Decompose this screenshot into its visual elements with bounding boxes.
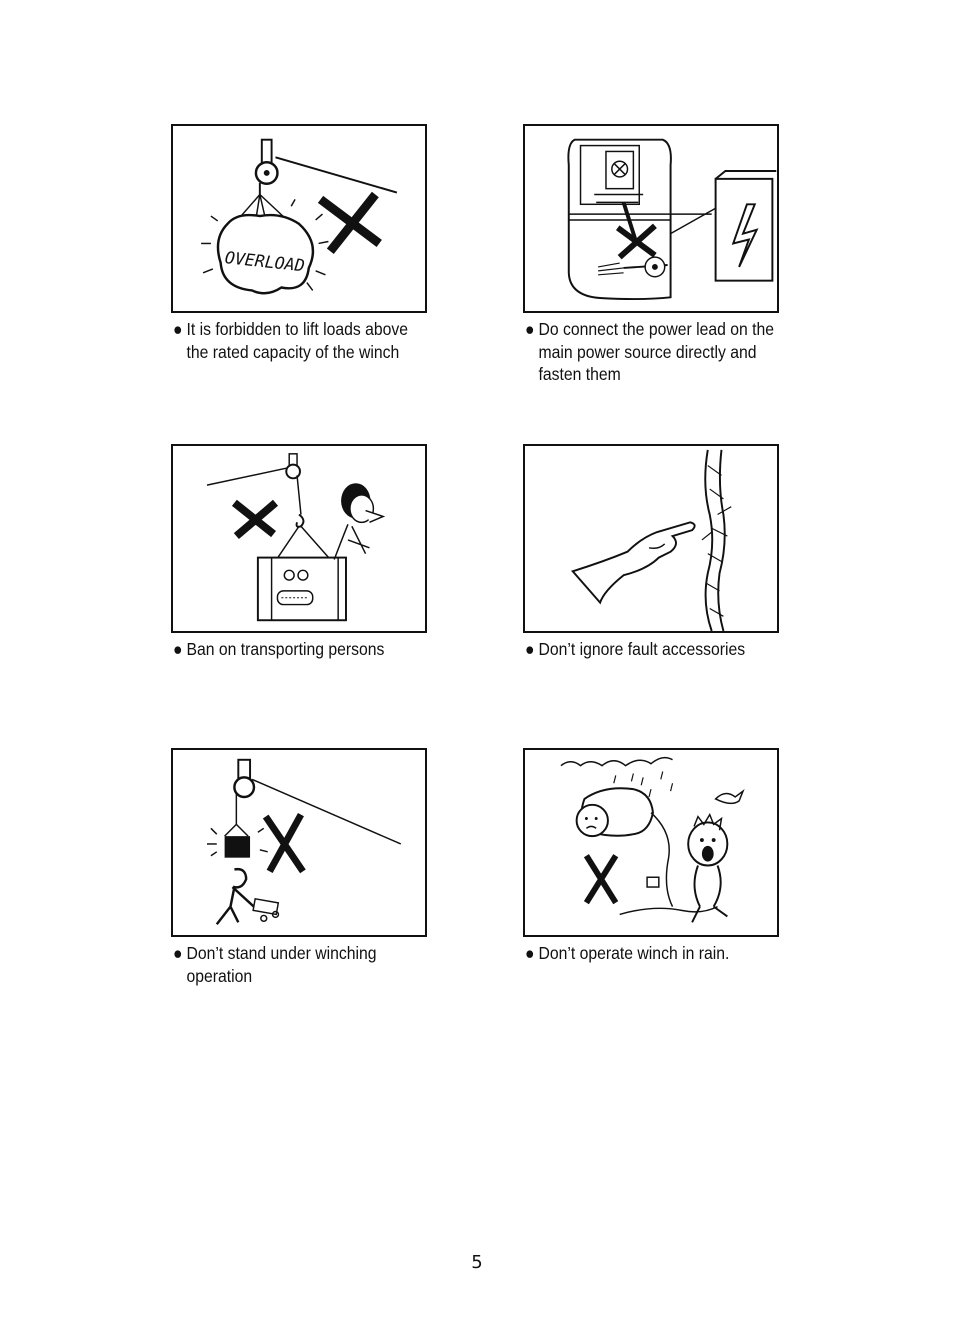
fault-accessories-drawing [525, 446, 777, 631]
bird-icon [716, 791, 743, 803]
prohibited-cross [618, 226, 655, 257]
illustration-fault-accessories [523, 444, 779, 633]
illustration-overload [171, 124, 427, 313]
overload-drawing [173, 126, 425, 311]
prohibited-cross [266, 815, 303, 872]
caption-fault-accessories: ● Don’t ignore fault accessories [525, 639, 746, 659]
illustration-stand-under [171, 748, 427, 937]
winch-rope [207, 468, 289, 486]
caption-transporting-persons: ● Ban on transporting persons [173, 639, 385, 659]
caption-power-lead: ● Do connect the power lead on the main power source directly and fasten them [525, 319, 775, 384]
hook-icon [297, 515, 304, 527]
illustration-transporting-persons [171, 444, 427, 633]
caption-overload: ● It is forbidden to lift loads above the rated capacity of the winch [173, 319, 409, 362]
caption-stand-under: ● Don’t stand under winching operation [173, 943, 377, 986]
worker [217, 869, 256, 924]
illustration-power-lead [523, 124, 779, 313]
overload-label: OVERLOAD [223, 248, 306, 276]
rain-drawing [525, 750, 777, 935]
frayed-rope [705, 450, 712, 631]
power-lead-drawing [525, 126, 777, 311]
pulley-wheel [234, 777, 254, 797]
page-number: 5 [471, 1252, 483, 1273]
pulley-wheel [286, 465, 300, 479]
prohibited-cross [321, 195, 380, 252]
stand-under-drawing [173, 750, 425, 935]
rain-cloud [561, 758, 673, 766]
caption-rain: ● Don’t operate winch in rain. [525, 943, 730, 963]
illustration-rain [523, 748, 779, 937]
prohibited-cross [586, 856, 615, 903]
gloved-hand [573, 522, 695, 602]
suspended-load [225, 836, 250, 858]
winch-rope [276, 157, 397, 192]
prohibited-cross [234, 503, 275, 536]
transporting-persons-drawing [173, 446, 425, 631]
